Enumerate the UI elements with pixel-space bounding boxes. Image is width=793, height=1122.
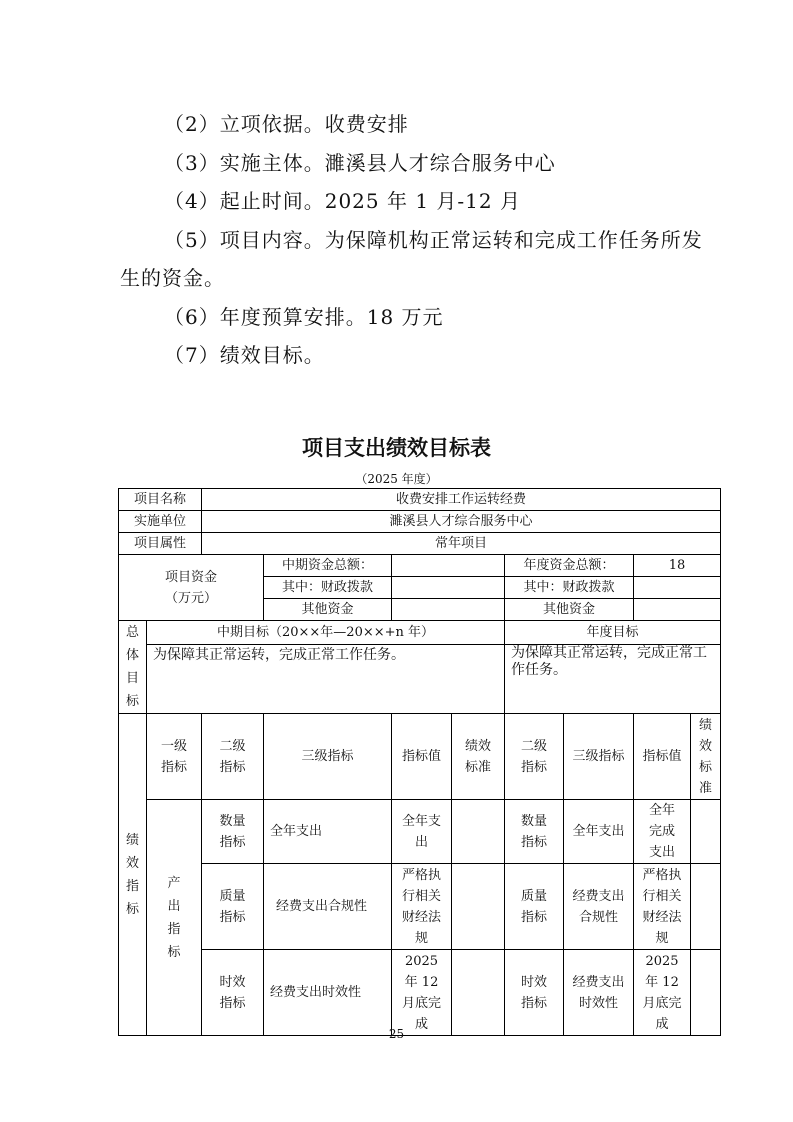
row-standard-annual — [691, 950, 721, 1036]
midterm-goal-header: 中期目标（20××年—20××+n 年） — [147, 621, 505, 645]
page-number: 25 — [388, 1027, 405, 1041]
row-value-annual: 2025 年 12 月底完成 — [634, 950, 691, 1036]
header-level3-annual: 三级指标 — [564, 714, 634, 800]
row-level2-annual: 数量指标 — [505, 800, 564, 864]
annual-total-value: 18 — [634, 555, 721, 577]
annual-fiscal-value — [634, 577, 721, 599]
header-standard: 绩效标准 — [452, 714, 505, 800]
midterm-goal-text: 为保障其正常运转，完成正常工作任务。 — [147, 645, 505, 714]
project-name-value: 收费安排工作运转经费 — [202, 489, 721, 511]
funds-label: 项目资金 — [165, 569, 218, 585]
row-level3-annual: 经费支出时效性 — [564, 950, 634, 1036]
row-standard-annual — [691, 800, 721, 864]
indicator-row-quantity — [119, 800, 721, 864]
row-value: 严格执行相关财经法规 — [392, 864, 452, 950]
header-standard-annual: 绩效标准 — [691, 714, 721, 800]
header-level1: 一级指标 — [147, 714, 202, 800]
midterm-fiscal-label: 其中：财政拨款 — [264, 577, 392, 599]
output-indicator-label: 产 出 指 标 — [147, 800, 202, 1036]
row-goal-header — [119, 621, 721, 645]
row-standard — [452, 800, 505, 864]
midterm-fiscal-value — [392, 577, 505, 599]
row-goal-content — [119, 645, 721, 714]
attr-label: 项目属性 — [119, 533, 202, 555]
paragraph-content-cont: 生的资金。 — [120, 266, 225, 290]
annual-goal-header: 年度目标 — [505, 621, 721, 645]
row-level3: 全年支出 — [264, 800, 392, 864]
funds-unit: （万元） — [165, 590, 218, 606]
row-standard — [452, 950, 505, 1036]
header-level3: 三级指标 — [264, 714, 392, 800]
paragraph-content: （5）项目内容。为保障机构正常运转和完成工作任务所发 — [164, 228, 703, 252]
paragraph-budget: （6）年度预算安排。18 万元 — [164, 305, 444, 329]
overall-goal-label: 总 体 目 标 — [119, 621, 147, 714]
indicator-row-timeliness — [119, 950, 721, 1036]
annual-goal-text: 为保障其正常运转，完成正常工作任务。 — [505, 645, 721, 714]
annual-other-label: 其他资金 — [505, 599, 634, 621]
row-level2-annual: 时效指标 — [505, 950, 564, 1036]
paragraph-period: （4）起止时间。2025 年 1 月-12 月 — [164, 189, 521, 213]
row-standard — [452, 864, 505, 950]
row-value-annual: 全年完成支出 — [634, 800, 691, 864]
perf-indicator-label: 绩 效 指 标 — [119, 714, 147, 1036]
row-level2: 时效指标 — [202, 950, 264, 1036]
row-unit — [119, 511, 721, 533]
header-level2: 二级指标 — [202, 714, 264, 800]
midterm-total-value — [392, 555, 505, 577]
funds-label-cell — [119, 555, 264, 621]
annual-total-label: 年度资金总额： — [505, 555, 634, 577]
header-value-annual: 指标值 — [634, 714, 691, 800]
row-level2: 质量指标 — [202, 864, 264, 950]
paragraph-implementer: （3）实施主体。濉溪县人才综合服务中心 — [164, 151, 556, 175]
row-indicator-header — [119, 714, 721, 800]
annual-other-value — [634, 599, 721, 621]
project-name-label: 项目名称 — [119, 489, 202, 511]
table-year: （2025 年度） — [355, 472, 438, 486]
midterm-total-label: 中期资金总额： — [264, 555, 392, 577]
unit-value: 濉溪县人才综合服务中心 — [202, 511, 721, 533]
table-title: 项目支出绩效目标表 — [302, 436, 491, 460]
midterm-other-label: 其他资金 — [264, 599, 392, 621]
row-value: 2025 年 12 月底完成 — [392, 950, 452, 1036]
indicator-row-quality — [119, 864, 721, 950]
row-level3: 经费支出时效性 — [264, 950, 392, 1036]
header-level2-annual: 二级指标 — [505, 714, 564, 800]
row-attr — [119, 533, 721, 555]
row-standard-annual — [691, 864, 721, 950]
row-level2-annual: 质量指标 — [505, 864, 564, 950]
row-funds-1 — [119, 555, 721, 577]
row-value: 全年支出 — [392, 800, 452, 864]
annual-fiscal-label: 其中：财政拨款 — [505, 577, 634, 599]
row-level2: 数量指标 — [202, 800, 264, 864]
unit-label: 实施单位 — [119, 511, 202, 533]
paragraph-goals: （7）绩效目标。 — [164, 343, 325, 367]
row-level3: 经费支出合规性 — [264, 864, 392, 950]
header-value: 指标值 — [392, 714, 452, 800]
row-value-annual: 严格执行相关财经法规 — [634, 864, 691, 950]
performance-goal-table — [118, 488, 721, 1036]
row-level3-annual: 经费支出合规性 — [564, 864, 634, 950]
row-project-name — [119, 489, 721, 511]
paragraph-basis: （2）立项依据。收费安排 — [164, 112, 409, 136]
attr-value: 常年项目 — [202, 533, 721, 555]
midterm-other-value — [392, 599, 505, 621]
row-level3-annual: 全年支出 — [564, 800, 634, 864]
